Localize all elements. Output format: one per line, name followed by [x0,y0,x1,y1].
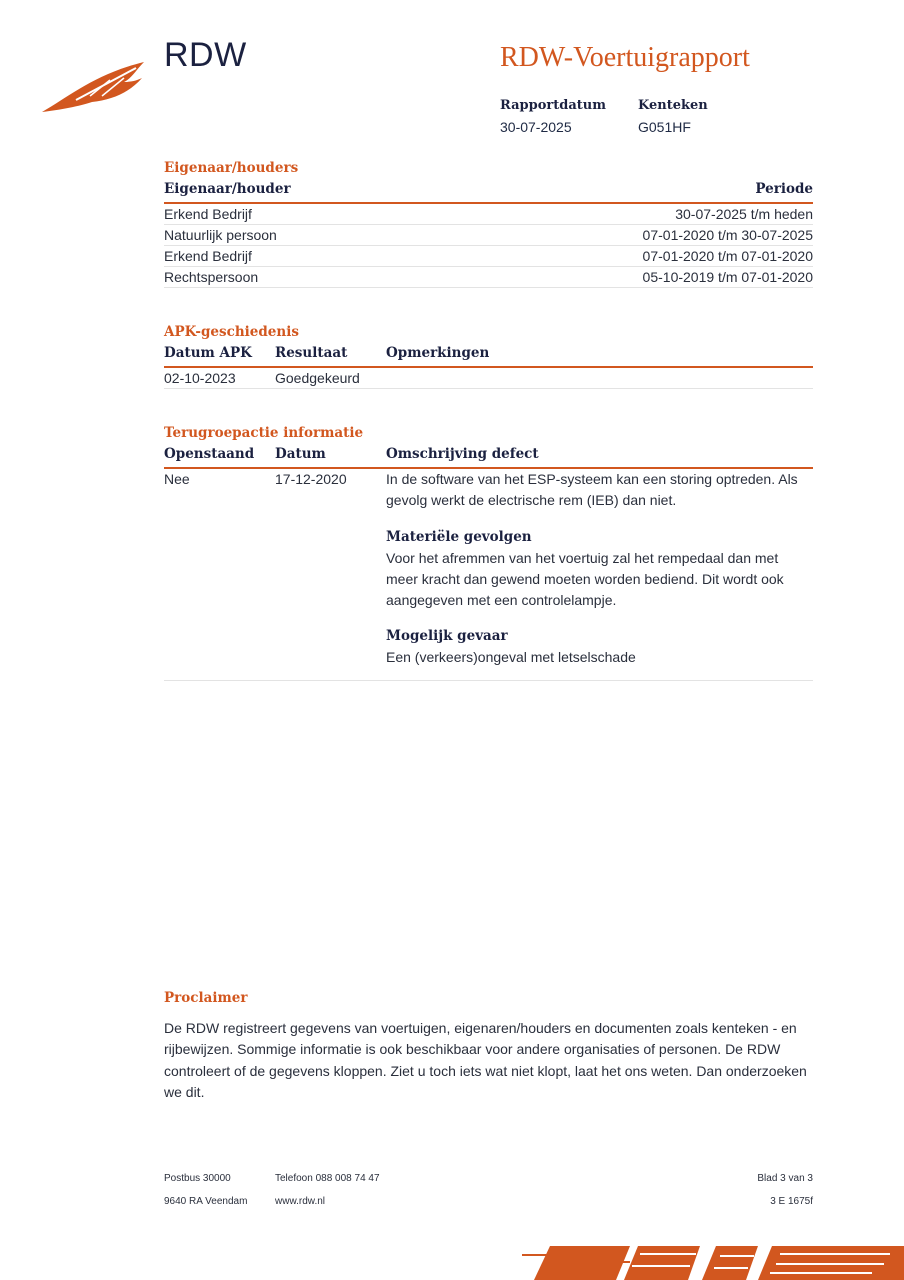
owner-cell: Erkend Bedrijf [164,206,252,222]
period-cell: 30-07-2025 t/m heden [675,206,813,222]
apk-col-remarks: Opmerkingen [386,345,490,361]
report-date-label: Rapportdatum [500,98,606,113]
material-line: aangegeven met een controlelampje. [386,592,617,609]
recall-desc-line: gevolg werkt de electrische rem (IEB) dan niet. [386,492,677,509]
report-date-value: 30-07-2025 [500,119,572,135]
owners-table-header [164,181,813,204]
owners-col-period: Periode [755,181,813,197]
recall-table [164,446,813,681]
proclaimer-line: rijbewijzen. Sommige informatie is ook beschikbaar voor andere organisaties of personen. De RDW [164,1041,781,1058]
proclaimer-line: we dit. [164,1083,205,1100]
period-cell: 07-01-2020 t/m 07-01-2020 [642,248,813,264]
apk-date-cell: 02-10-2023 [164,370,236,386]
recall-col-open: Openstaand [164,446,255,462]
period-cell: 05-10-2019 t/m 07-01-2020 [642,269,813,285]
footer-city: 9640 RA Veendam [164,1196,248,1207]
recall-col-desc: Omschrijving defect [386,446,539,462]
table-row [164,204,813,225]
recall-open-cell: Nee [164,471,190,487]
recall-desc-line: In de software van het ESP-systeem kan een storing optreden. Als [386,471,798,487]
proclaimer-line: controleert of de gegevens kloppen. Ziet u toch iets wat niet klopt, laat het ons weten. Dan onderzoeken [164,1062,807,1079]
recall-description [386,469,813,669]
apk-col-date: Datum APK [164,345,252,361]
plate-label: Kenteken [638,98,708,113]
proclaimer-title: Proclaimer [164,990,248,1006]
material-consequences-title: Materiële gevolgen [386,528,532,545]
apk-result-cell: Goedgekeurd [275,370,360,386]
table-row [164,267,813,288]
possible-danger-title: Mogelijk gevaar [386,628,508,645]
apk-table-header [164,345,813,368]
proclaimer-text [164,1018,814,1103]
recall-row [164,469,813,681]
table-row [164,368,813,389]
rdw-feather-logo-icon [40,56,150,116]
table-row [164,225,813,246]
owner-cell: Natuurlijk persoon [164,227,277,243]
owners-col-owner: Eigenaar/houder [164,181,291,197]
logo-text: RDW [164,36,247,74]
footer-doc-code: 3 E 1675f [770,1196,813,1207]
danger-text: Een (verkeers)ongeval met letselschade [386,649,636,666]
decorative-stripes-icon [520,1244,904,1280]
page-title: RDW-Voertuigrapport [500,42,750,73]
table-row [164,246,813,267]
plate-value: G051HF [638,119,691,135]
recall-section-title: Terugroepactie informatie [164,425,364,441]
recall-col-date: Datum [275,446,326,462]
proclaimer-line: De RDW registreert gegevens van voertuigen, eigenaren/houders en documenten zoals kenteken - en [164,1020,797,1036]
material-line: Voor het afremmen van het voertuig zal het rempedaal dan met [386,549,779,566]
recall-table-header [164,446,813,469]
recall-date-cell: 17-12-2020 [275,471,347,487]
apk-col-result: Resultaat [275,345,348,361]
owners-table [164,181,813,288]
footer-website-link[interactable]: www.rdw.nl [275,1196,326,1207]
apk-table [164,345,813,389]
footer-page-number: Blad 3 van 3 [757,1173,813,1184]
apk-section-title: APK-geschiedenis [164,324,299,340]
owner-cell: Rechtspersoon [164,269,259,285]
footer-postbus: Postbus 30000 [164,1173,231,1184]
period-cell: 07-01-2020 t/m 30-07-2025 [642,227,813,243]
material-line: meer kracht dan gewend moeten worden bediend. Dit wordt ook [386,570,784,587]
owner-cell: Erkend Bedrijf [164,248,252,264]
owners-section-title: Eigenaar/houders [164,160,299,176]
footer-phone[interactable]: Telefoon 088 008 74 47 [275,1173,380,1184]
